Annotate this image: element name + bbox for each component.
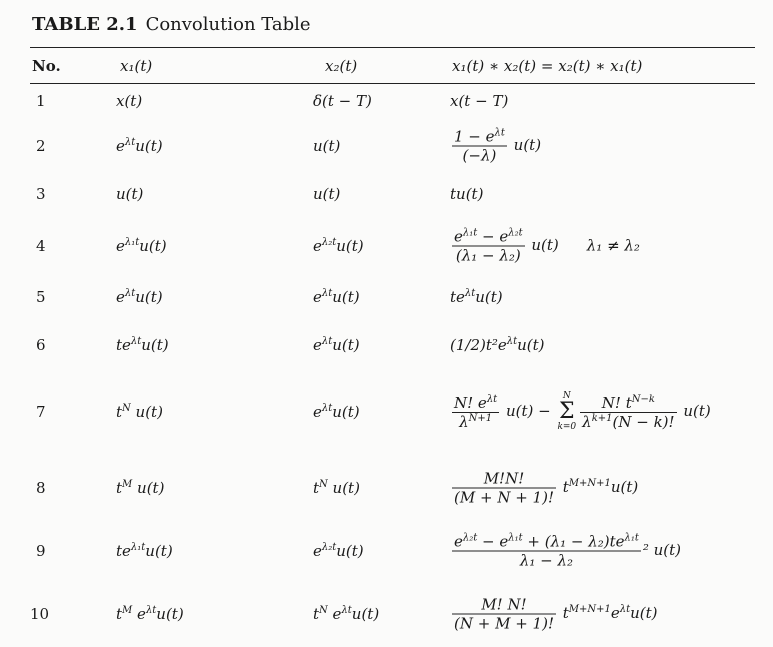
convolution-cell: $\frac{N! e^{\lambda t}}{\lambda^{N+1}}$ u(t) − N Σ k=0 $\frac{N! t^{N-k}}{\lambda^{k+1}(N - k)!}$ u(t) — [454, 391, 711, 432]
top-rule — [30, 47, 755, 48]
x2-cell: δ(t − T) — [313, 92, 372, 110]
table-title — [32, 14, 311, 35]
x2-cell: $t^N$ u(t) — [313, 479, 360, 497]
header-no: No. — [32, 57, 61, 75]
x2-cell: $t^N$ $e^{\lambda t}u(t)$ — [313, 605, 380, 623]
x1-cell: u(t) — [116, 185, 144, 203]
header-rule — [30, 83, 755, 84]
table-label: TABLE 2.1 — [32, 14, 138, 35]
x1-cell: $t^M$ $e^{\lambda t}u(t)$ — [116, 605, 184, 623]
convolution-cell: $\frac{M!N!}{(M + N + 1)!}$ $t^{M+N+1}u(t)$ — [454, 469, 639, 507]
convolution-cell: $\frac{1 - e^{\lambda t}}{(-\lambda)}$ u(t) — [454, 127, 542, 165]
row-number: 10 — [30, 605, 50, 623]
x2-cell: $e^{\lambda t}u(t)$ — [313, 288, 360, 306]
x1-cell: $e^{\lambda t}u(t)$ — [116, 137, 163, 155]
condition-note: λ₁ ≠ λ₂ — [586, 236, 640, 254]
header-convolution: x₁(t) ∗ x₂(t) = x₂(t) ∗ x₁(t) — [452, 57, 643, 75]
convolution-cell: x(t − T) — [450, 92, 509, 110]
row-number: 3 — [36, 185, 46, 203]
x2-cell: $e^{\lambda t}u(t)$ — [313, 403, 360, 421]
x1-cell: $te^{\lambda_1t}u(t)$ — [116, 542, 173, 560]
x1-cell: $t^N$ u(t) — [116, 403, 163, 421]
convolution-cell: $\frac{M! N!}{(N + M + 1)!}$ $t^{M+N+1}e^{\lambda t}u(t)$ — [454, 595, 658, 633]
row-number: 5 — [36, 288, 46, 306]
row-number: 6 — [36, 336, 46, 354]
x1-cell: $te^{\lambda t}u(t)$ — [116, 336, 169, 354]
row-number: 9 — [36, 542, 46, 560]
x2-cell: $e^{\lambda t}u(t)$ — [313, 336, 360, 354]
convolution-cell: tu(t) — [450, 185, 484, 203]
x2-cell: u(t) — [313, 137, 341, 155]
header-x1: x₁(t) — [120, 57, 153, 75]
row-number: 8 — [36, 479, 46, 497]
convolution-cell: $\frac{e^{\lambda_1t} - e^{\lambda_2t}}{\text{(λ₁ − λ₂)}}$ u(t) λ₁ ≠ λ₂ — [454, 227, 640, 265]
x2-cell: u(t) — [313, 185, 341, 203]
row-number: 7 — [36, 403, 46, 421]
x1-cell: $t^M$ u(t) — [116, 479, 165, 497]
x1-cell: $e^{\lambda_1t}u(t)$ — [116, 237, 167, 255]
x1-cell: x(t) — [116, 92, 143, 110]
row-number: 2 — [36, 137, 46, 155]
table-caption: Convolution Table — [145, 14, 311, 35]
convolution-cell: $(1/2)t^2e^{\lambda t}u(t)$ — [450, 336, 545, 354]
header-x2: x₂(t) — [325, 57, 358, 75]
x2-cell: $e^{\lambda_2t}u(t)$ — [313, 542, 364, 560]
row-number: 1 — [36, 92, 46, 110]
x2-cell: $e^{\lambda_2t}u(t)$ — [313, 237, 364, 255]
convolution-cell: $te^{\lambda t}u(t)$ — [450, 288, 503, 306]
row-number: 4 — [36, 237, 46, 255]
x1-cell: $e^{\lambda t}u(t)$ — [116, 288, 163, 306]
convolution-cell: $\frac{e^{\lambda_2t} - e^{\lambda_1t} + (\lambda_1 - \lambda_2)te^{\lambda_1t}}{\text{λ₁ − λ₂}}$ ² u(t) — [454, 532, 682, 570]
